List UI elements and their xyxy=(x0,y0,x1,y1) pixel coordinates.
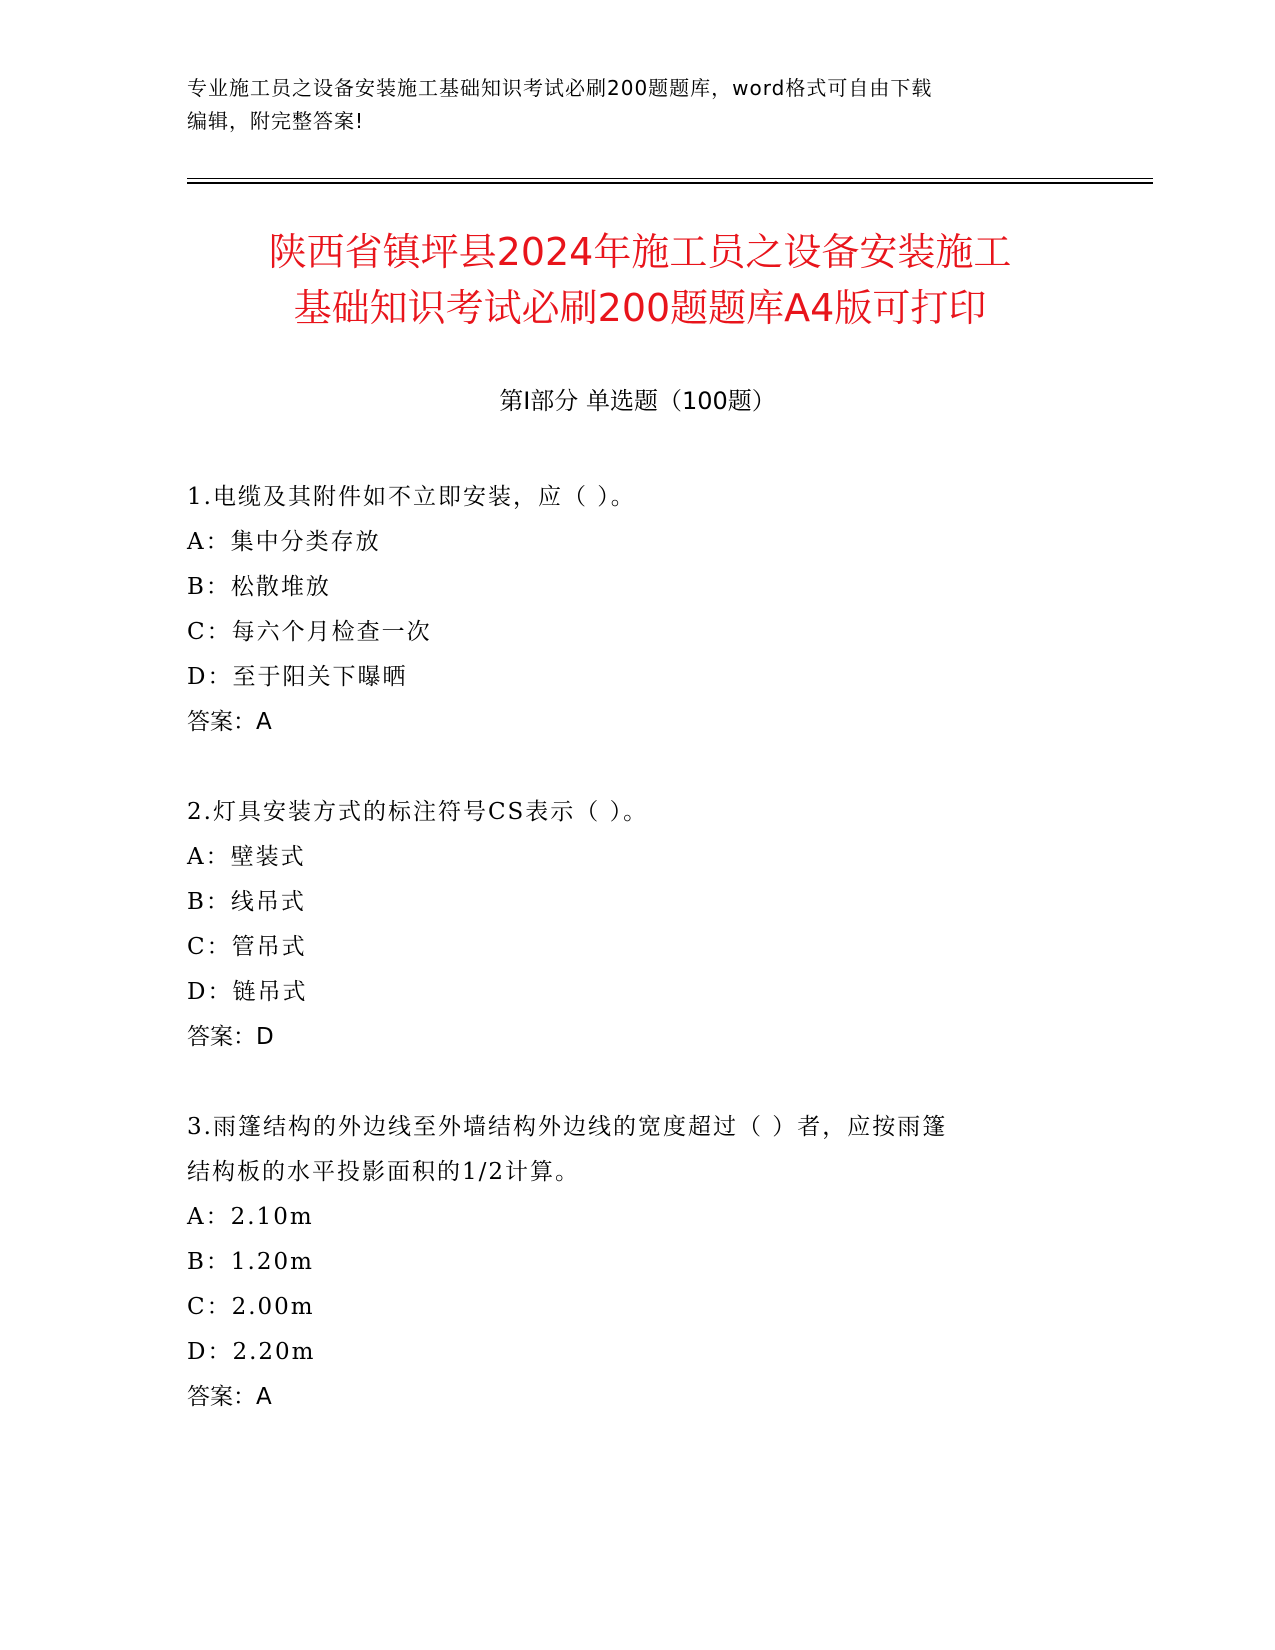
answer-line: 答案：A xyxy=(187,709,272,735)
question-stem: 2.灯具安装方式的标注符号CS表示（ ）。 xyxy=(187,799,649,825)
question-list xyxy=(187,475,1087,1465)
header-divider-thick xyxy=(187,182,1153,184)
option-c: C：管吊式 xyxy=(187,934,307,960)
answer-line: 答案：D xyxy=(187,1024,274,1050)
header-note-line-1: 专业施工员之设备安装施工基础知识考试必刷200题题库，word格式可自由下载 xyxy=(187,76,933,100)
question-1 xyxy=(187,475,1087,745)
option-a: A：壁装式 xyxy=(187,844,306,870)
option-d: D：链吊式 xyxy=(187,979,308,1005)
question-3 xyxy=(187,1105,1087,1420)
section-heading: 第Ⅰ部分 单选题（100题） xyxy=(499,387,776,415)
option-b: B：线吊式 xyxy=(187,889,306,915)
document-title-line-1: 陕西省镇坪县2024年施工员之设备安装施工 xyxy=(268,230,1012,274)
answer-line: 答案：A xyxy=(187,1384,272,1410)
option-d: D：2.20m xyxy=(187,1339,316,1365)
question-stem: 1.电缆及其附件如不立即安装，应（ ）。 xyxy=(187,484,636,510)
option-b: B：1.20m xyxy=(187,1249,314,1275)
option-c: C：每六个月检查一次 xyxy=(187,619,432,645)
question-2 xyxy=(187,790,1087,1060)
option-a: A：2.10m xyxy=(187,1204,314,1230)
question-stem-line-1: 3.雨篷结构的外边线至外墙结构外边线的宽度超过（ ）者，应按雨篷 xyxy=(187,1114,948,1140)
header-divider-thin xyxy=(187,178,1153,179)
header-note-line-2: 编辑，附完整答案! xyxy=(187,109,365,133)
option-d: D：至于阳关下曝晒 xyxy=(187,664,408,690)
option-b: B：松散堆放 xyxy=(187,574,331,600)
option-c: C：2.00m xyxy=(187,1294,315,1320)
document-title xyxy=(140,224,1140,336)
header-note xyxy=(187,72,1087,138)
option-a: A：集中分类存放 xyxy=(187,529,381,555)
document-title-line-2: 基础知识考试必刷200题题库A4版可打印 xyxy=(293,286,987,330)
question-stem-line-2: 结构板的水平投影面积的1/2计算。 xyxy=(187,1159,581,1185)
